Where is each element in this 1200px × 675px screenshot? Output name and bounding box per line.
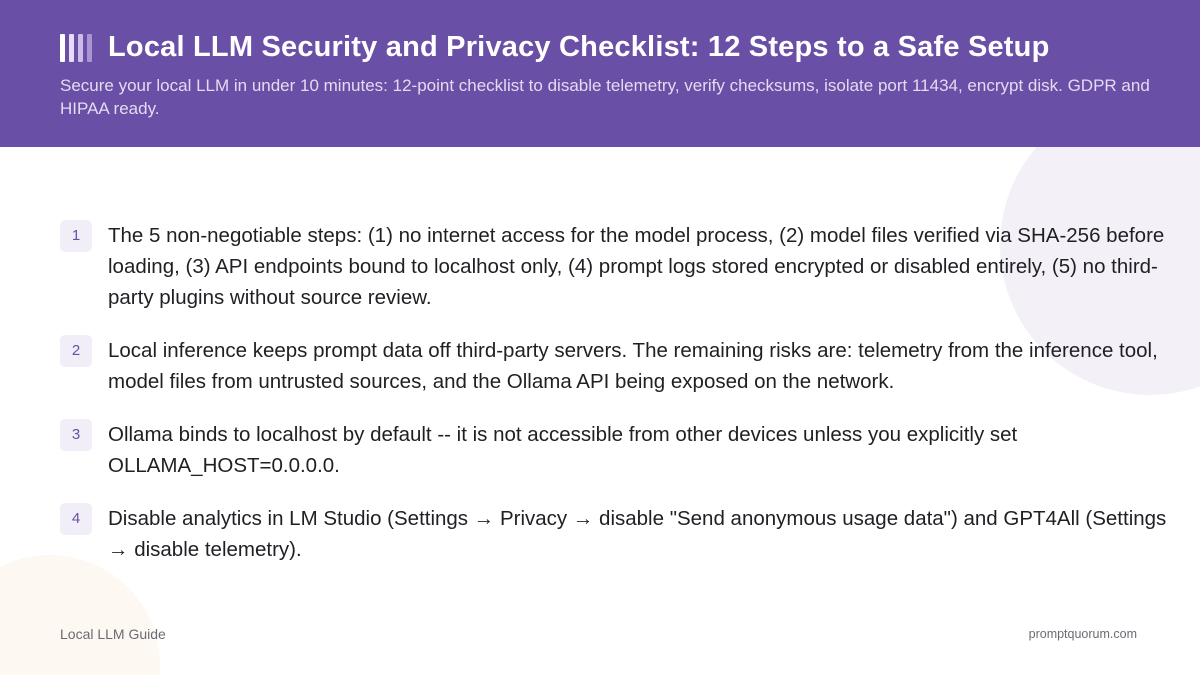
item-text: The 5 non-negotiable steps: (1) no internet access for the model process, (2) model files verified via SHA-256 before loading, (3) API endpoints bound to localhost only, (4) prompt logs stored encrypted or disabled entirely, (5) no third-party plugins without source review. (108, 224, 1165, 309)
item-number-badge: 4 (60, 503, 92, 535)
footer-site-url: promptquorum.com (1028, 627, 1137, 641)
list-item (60, 503, 1180, 565)
item-text: Local inference keeps prompt data off third-party servers. The remaining risks are: telemetry from the inference tool, model files from untrusted sources, and the Ollama API being exposed on the network. (108, 339, 1158, 393)
checklist (60, 220, 1180, 587)
item-text: Ollama binds to localhost by default -- it is not accessible from other devices unless you explicitly set OLLAMA_HOST=0.0.0.0. (108, 423, 1018, 477)
list-item (60, 220, 1180, 313)
page-subtitle: Secure your local LLM in under 10 minutes: 12-point checklist to disable telemetry, verify checksums, isolate port 11434, encrypt disk. GDPR and HIPAA ready. (60, 76, 1150, 118)
item-number-badge: 1 (60, 220, 92, 252)
footer-guide-label: Local LLM Guide (60, 626, 166, 642)
page-title: Local LLM Security and Privacy Checklist: 12 Steps to a Safe Setup (108, 31, 1050, 63)
item-text: Disable analytics in LM Studio (Settings → Privacy → disable "Send anonymous usage data") and GPT4All (Settings → disable telemetry). (108, 507, 1167, 561)
item-number-badge: 2 (60, 335, 92, 367)
header-banner (0, 0, 1200, 147)
bars-logo-icon (60, 34, 94, 62)
list-item (60, 419, 1180, 481)
list-item (60, 335, 1180, 397)
item-number-badge: 3 (60, 419, 92, 451)
